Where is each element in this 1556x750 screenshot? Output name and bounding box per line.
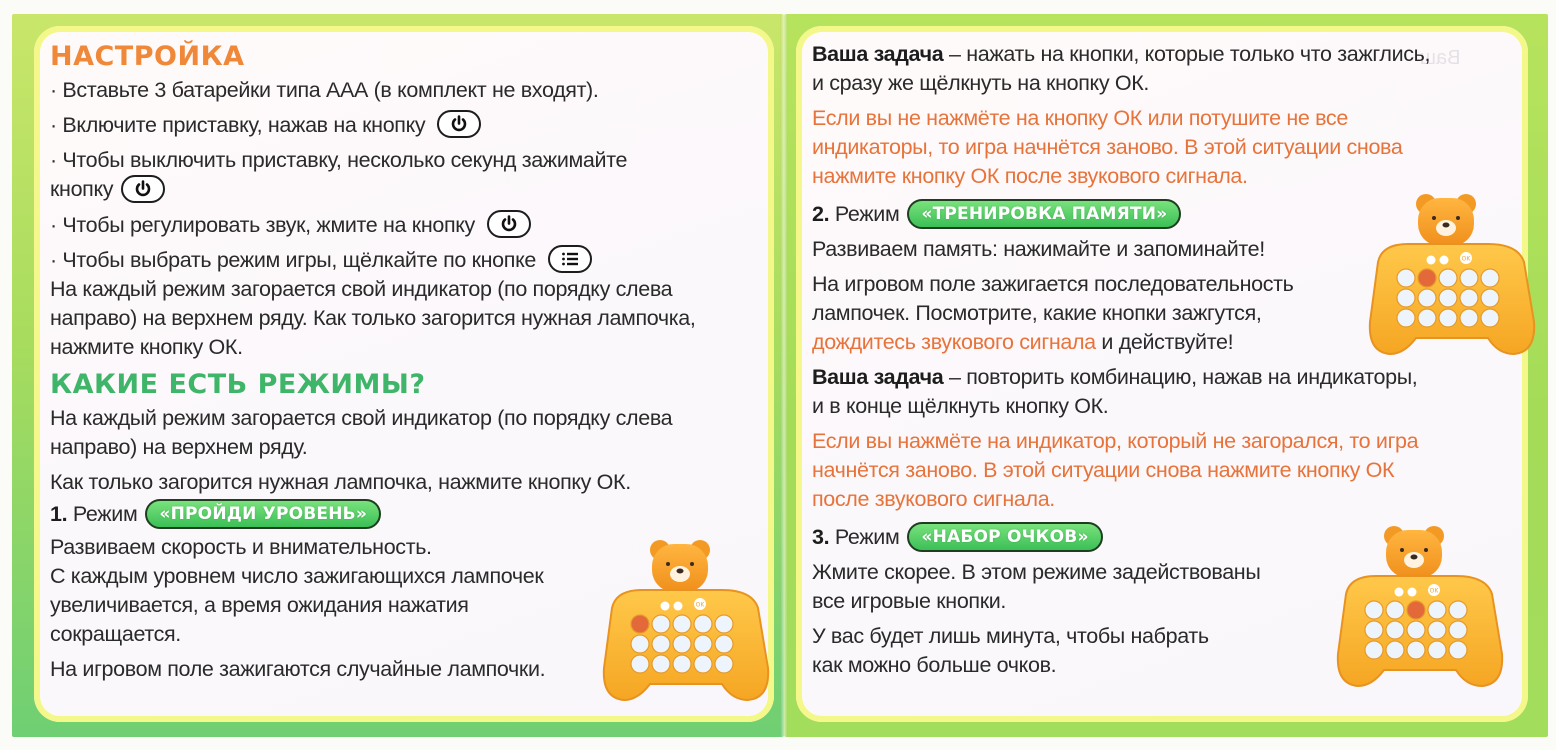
svg-text:OK: OK <box>1429 587 1439 595</box>
setup-item-4: · Чтобы регулировать звук, жмите на кнопку <box>50 211 770 240</box>
bleed-through-text: Ваш <box>1420 47 1461 69</box>
setup-paragraph-line-2: направо) на верхнем ряду. Как только загорится нужная лампочка, <box>50 306 696 331</box>
modes-intro-line-1: На каждый режим загорается свой индикатор (по порядку слева <box>50 406 673 431</box>
setup-item-3: · Чтобы выключить приставку, несколько секунд зажимайте <box>50 148 628 173</box>
setup-paragraph-line-3: нажмите кнопку ОК. <box>50 335 243 360</box>
setup-heading: НАСТРОЙКА <box>50 41 245 72</box>
svg-text:OK: OK <box>1461 255 1471 263</box>
mode-1-badge: «ПРОЙДИ УРОВЕНЬ» <box>145 499 381 529</box>
mode-1-label: Режим <box>72 501 138 526</box>
modes-intro-line-2: направо) на верхнем ряду. <box>50 435 308 460</box>
task-1-line-1: Ваша задача – нажать на кнопки, которые только что зажглись, <box>812 42 1431 66</box>
mode-1-desc-line-4: сокращается. <box>50 622 181 647</box>
warning-1-line-2: индикаторы, то игра начнётся заново. В этой ситуации снова <box>812 135 1403 159</box>
setup-item-1: · Вставьте 3 батарейки типа ААА (в комплект не входят). <box>50 78 599 102</box>
svg-text:OK: OK <box>695 601 705 609</box>
power-icon <box>437 110 481 138</box>
mode-3-desc-1-line-2: все игровые кнопки. <box>812 589 1007 613</box>
mode-2-label: Режим <box>834 201 900 226</box>
mode-1-header <box>50 497 770 531</box>
setup-item-5: · Чтобы выбрать режим игры, щёлкайте по кнопке <box>50 246 770 275</box>
mode-1-desc-line-1: Развиваем скорость и внимательность. <box>50 535 432 560</box>
setup-item-2: · Включите приставку, нажав на кнопку <box>50 111 770 140</box>
mode-2-desc-1: Развиваем память: нажимайте и запоминайте! <box>812 237 1265 261</box>
warning-2-line-1: Если вы нажмёте на индикатор, который не загорался, то игра <box>812 429 1419 453</box>
mode-2-desc-2-line-1: На игровом поле зажигается последовательность <box>812 272 1294 296</box>
mode-2-desc-2-line-3: дождитесь звукового сигнала и действуйте! <box>812 330 1234 354</box>
mode-2-badge: «ТРЕНИРОВКА ПАМЯТИ» <box>907 199 1181 229</box>
task-2-line-1: Ваша задача – повторить комбинацию, нажав на индикаторы, <box>812 365 1418 389</box>
bear-controller-icon <box>1336 524 1504 696</box>
controller-illustration-3 <box>1336 524 1504 701</box>
power-icon <box>487 210 531 238</box>
mode-3-badge: «НАБОР ОЧКОВ» <box>907 522 1102 552</box>
mode-3-desc-1-line-1: Жмите скорее. В этом режиме задействованы <box>812 560 1261 584</box>
mode-3-label: Режим <box>834 524 900 549</box>
modes-heading: КАКИЕ ЕСТЬ РЕЖИМЫ? <box>50 369 426 401</box>
setup-paragraph-line-1: На каждый режим загорается свой индикатор (по порядку слева <box>50 277 673 302</box>
mode-3-desc-2-line-2: как можно больше очков. <box>812 653 1057 677</box>
mode-2-number: 2. <box>812 201 830 226</box>
warning-1-line-3: нажмите кнопку ОК после звукового сигнала. <box>812 164 1248 188</box>
warning-1-line-1: Если вы не нажмёте на кнопку ОК или потушите не все <box>812 106 1348 130</box>
mode-3-number: 3. <box>812 524 830 549</box>
mode-1-desc-line-3: увеличивается, а время ожидания нажатия <box>50 593 469 618</box>
power-icon <box>121 175 165 203</box>
page-fold <box>780 14 788 737</box>
bear-controller-icon <box>1368 192 1536 364</box>
task-1-line-2: и сразу же щёлкнуть на кнопку ОК. <box>812 71 1150 95</box>
mode-1-desc-2: На игровом поле зажигаются случайные лампочки. <box>50 657 546 682</box>
mode-2-desc-2-line-2: лампочек. Посмотрите, какие кнопки зажгутся, <box>812 301 1262 325</box>
modes-intro-2: Как только загорится нужная лампочка, нажмите кнопку ОК. <box>50 470 631 495</box>
bear-controller-icon <box>602 538 770 710</box>
warning-2-line-2: начнётся заново. В этой ситуации снова нажмите кнопку ОК <box>812 458 1395 482</box>
setup-item-3-continuation: кнопку <box>50 175 770 204</box>
controller-illustration-2 <box>1368 192 1536 369</box>
mode-3-desc-2-line-1: У вас будет лишь минута, чтобы набрать <box>812 624 1209 648</box>
task-2-line-2: и в конце щёлкнуть кнопку ОК. <box>812 394 1109 418</box>
warning-2-line-3: после звукового сигнала. <box>812 487 1055 511</box>
mode-1-number: 1. <box>50 501 68 526</box>
controller-illustration-1 <box>602 538 770 715</box>
mode-1-desc-line-2: С каждым уровнем число зажигающихся лампочек <box>50 564 544 589</box>
menu-icon <box>548 245 592 273</box>
